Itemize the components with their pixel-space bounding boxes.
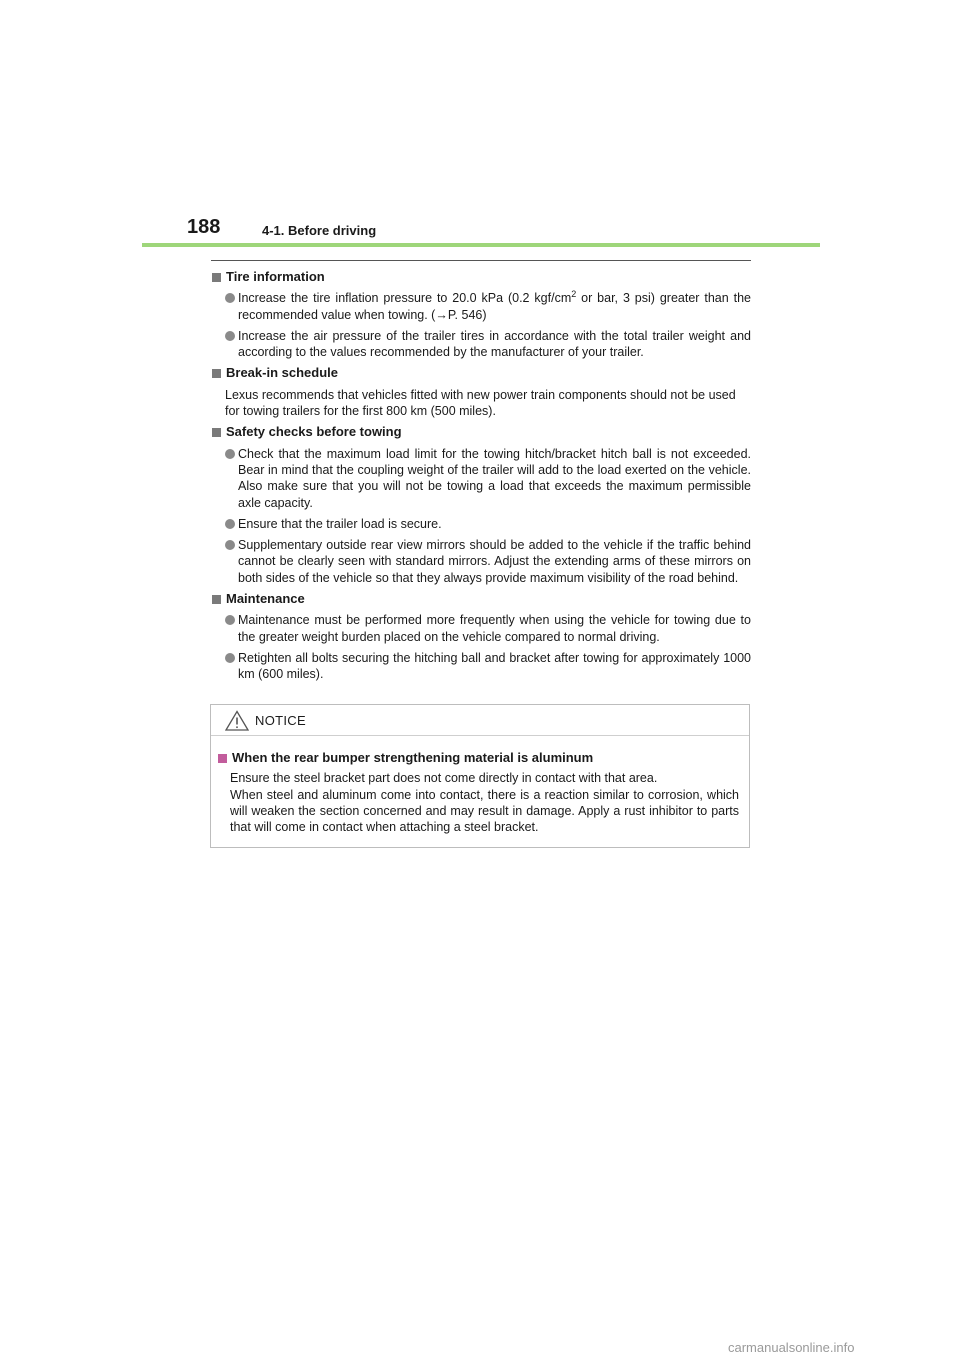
circle-bullet-icon [225, 615, 235, 625]
safety-checks-heading [211, 424, 751, 440]
bullet-text: Ensure that the trailer load is secure. [238, 516, 442, 531]
bullet-text: Maintenance must be performed more frequently when using the vehicle for towing due to the greater weight burden placed on the vehicle compared to normal driving. [238, 613, 751, 644]
list-item [211, 446, 751, 511]
circle-bullet-icon [225, 449, 235, 459]
warning-triangle-icon [225, 710, 249, 731]
bullet-text: Retighten all bolts securing the hitching ball and bracket after towing for approximately 1000 km (600 miles). [238, 650, 751, 682]
header-rule [142, 243, 820, 247]
bullet-text: Increase the air pressure of the trailer tires in accordance with the total trailer weight and according to the values recommended by the manufacturer of your trailer. [238, 328, 751, 360]
heading-text: Break-in schedule [226, 365, 338, 381]
square-bullet-icon [212, 428, 221, 437]
superscript: 2 [571, 289, 577, 300]
heading-text: Tire information [226, 269, 325, 284]
paragraph: Ensure the steel bracket part does not come directly in contact with that area. [230, 771, 658, 786]
heading-text: When the rear bumper strengthening material is aluminum [232, 750, 594, 765]
notice-header [211, 705, 749, 736]
square-bullet-icon [218, 754, 227, 763]
paragraph: When steel and aluminum come into contact, there is a reaction similar to corrosion, which will weaken the section concerned and may result in damage. Apply a rust inhibitor to parts that will come in contact when attaching a steel bracket. [230, 787, 739, 835]
circle-bullet-icon [225, 519, 235, 529]
square-bullet-icon [212, 369, 221, 378]
bullet-text: Supplementary outside rear view mirrors should be added to the vehicle if the traffic behind cannot be clearly seen with standard mirrors. Adjust the extending arms of these mirrors on both sides of the vehicle so that they always provide maximum visibility of the road behind. [238, 538, 751, 585]
maintenance-heading [211, 591, 751, 607]
square-bullet-icon [212, 273, 221, 282]
circle-bullet-icon [225, 540, 235, 550]
break-in-schedule-heading [211, 365, 751, 381]
circle-bullet-icon [225, 653, 235, 663]
square-bullet-icon [212, 595, 221, 604]
section-title: 4-1. Before driving [262, 223, 377, 238]
content-body [211, 269, 751, 688]
notice-box [210, 704, 750, 848]
list-item [211, 516, 751, 532]
bullet-text: or bar, 3 psi) greater than the recommended value when towing. (→P. 546) [238, 291, 751, 322]
watermark-text: carmanualsonline.info [728, 1340, 855, 1355]
bullet-text: Increase the tire inflation pressure to 20.0 kPa (0.2 kgf/cm [238, 291, 572, 306]
list-item [211, 537, 751, 586]
notice-heading [217, 750, 739, 766]
circle-bullet-icon [225, 293, 235, 303]
heading-text: Safety checks before towing [226, 424, 402, 440]
list-item [211, 328, 751, 361]
bullet-text: Check that the maximum load limit for the towing hitch/bracket hitch ball is not exceeded. Bear in mind that the coupling weight of the trailer will add to the load exerted on the vehicle. Also make sure that you will not be towing a load that exceeds the maximum permissible axle capacity. [238, 446, 751, 510]
list-item [211, 290, 751, 323]
page-number: 188 [187, 216, 221, 238]
circle-bullet-icon [225, 331, 235, 341]
heading-text: Maintenance [226, 591, 305, 607]
notice-label: NOTICE [255, 712, 306, 728]
paragraph: Lexus recommends that vehicles fitted with new power train components should not be used for towing trailers for the first 800 km (500 miles). [225, 387, 736, 419]
tire-information-heading [211, 269, 751, 285]
notice-body [211, 736, 749, 835]
list-item [211, 612, 751, 645]
content-rule [211, 260, 751, 261]
list-item [211, 650, 751, 683]
